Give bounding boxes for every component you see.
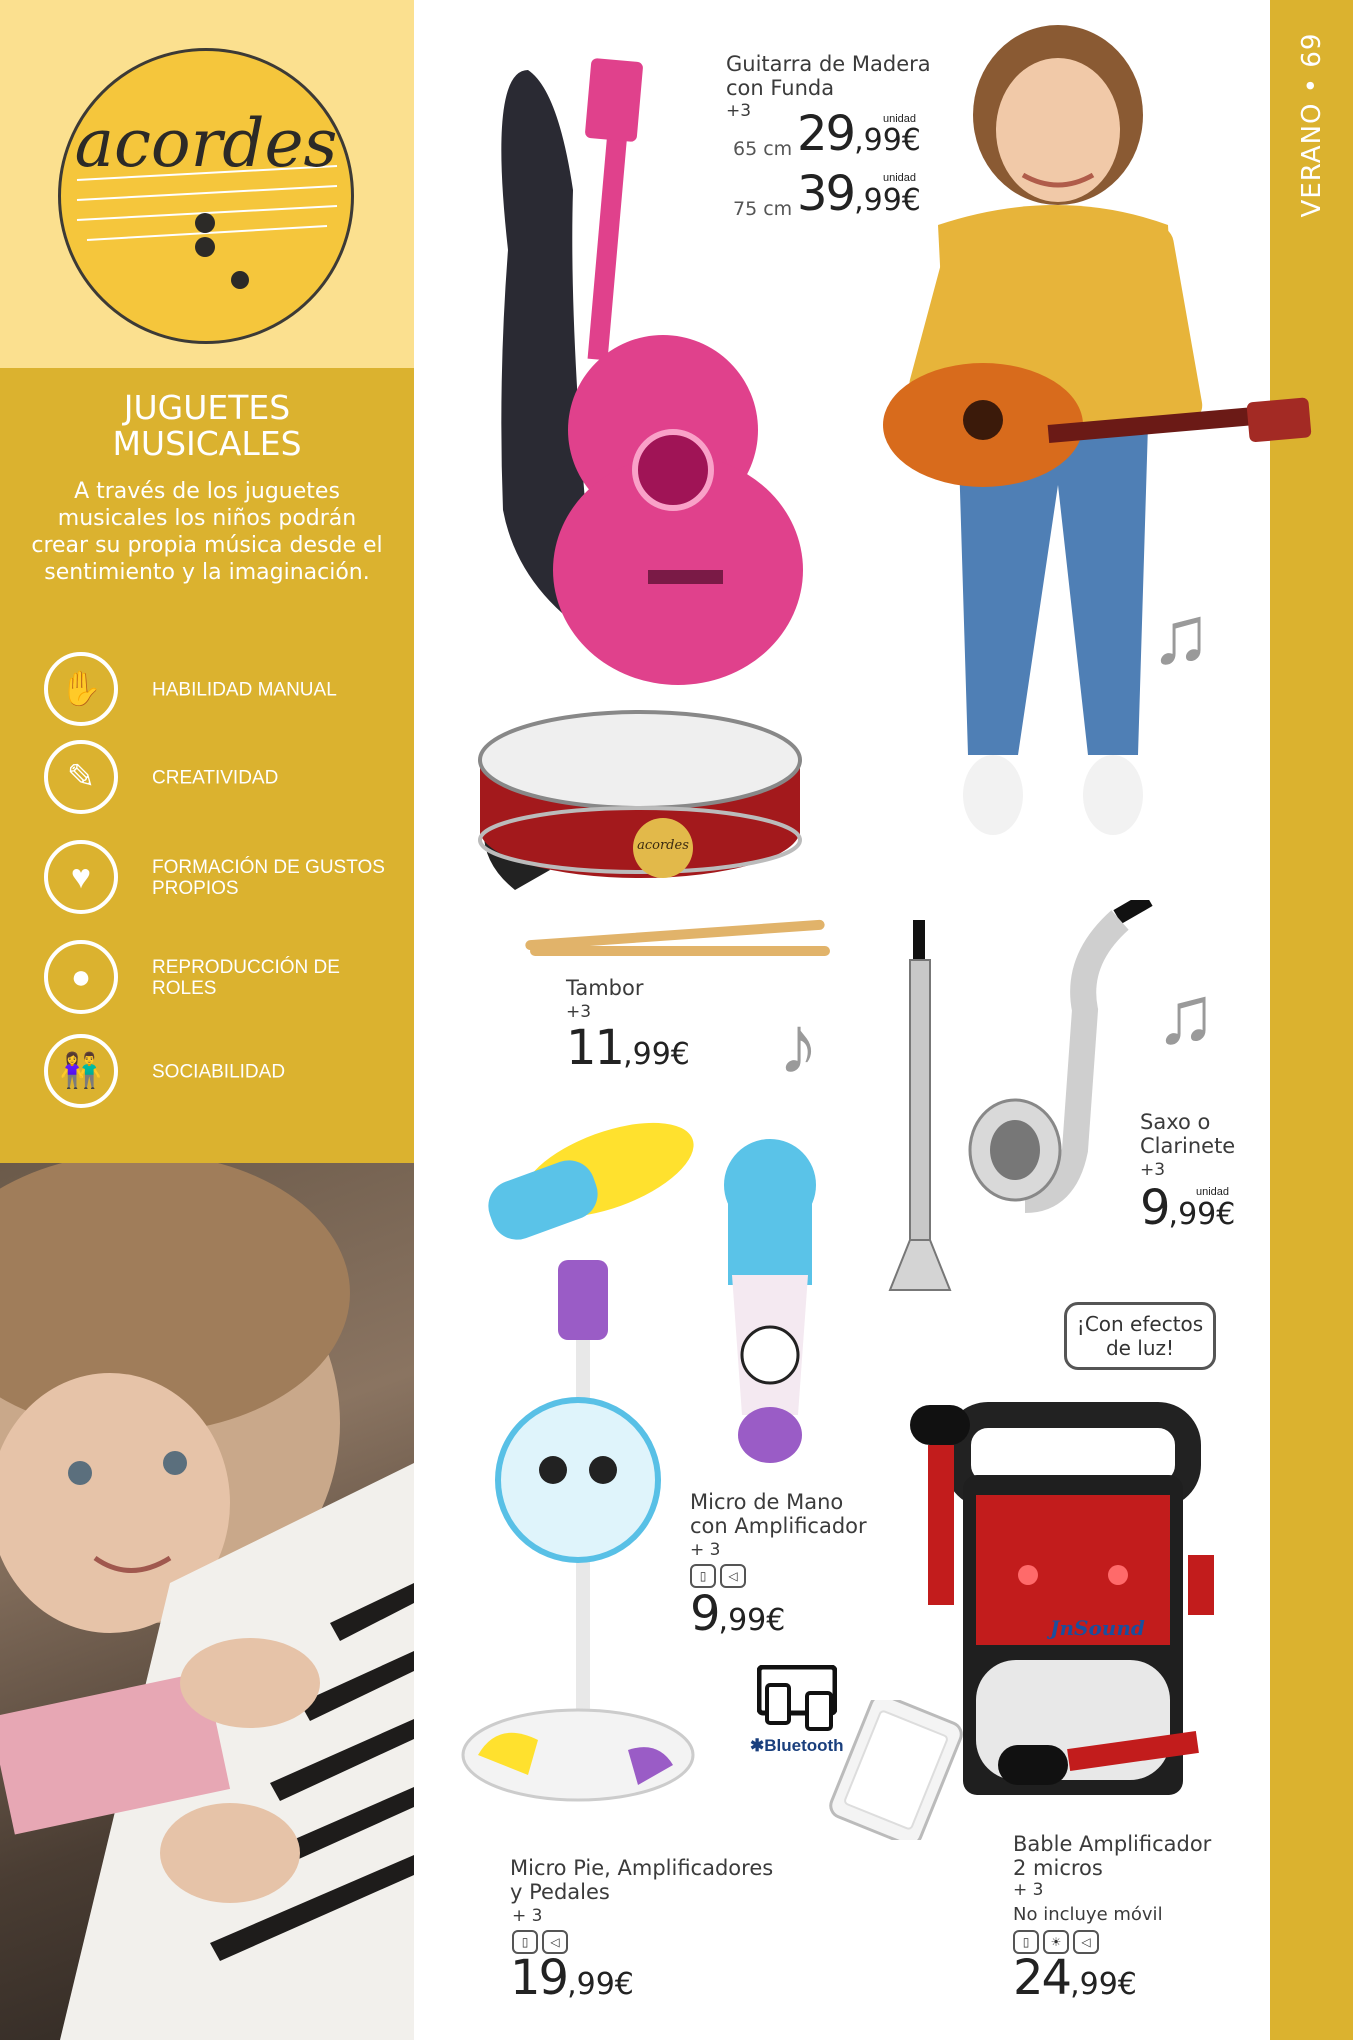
pencil-icon: ✎ <box>44 740 118 814</box>
amplifier-image <box>898 1395 1258 1825</box>
category-description: A través de los juguetes musicales los niños podrán crear su propia música desde el sentimiento y la imaginación. <box>31 479 383 585</box>
girl-with-guitar-photo <box>848 25 1318 865</box>
stand-mic-age: + 3 <box>512 1906 543 1926</box>
page-tag: VERANO • 69 <box>1296 32 1327 218</box>
amplifier-name: Bable Amplificador 2 micros <box>1013 1832 1212 1880</box>
amplifier-price: 24,99€ <box>1013 1950 1137 2006</box>
drum-logo: acordes <box>637 838 689 853</box>
music-note-icon: ♪ <box>778 1000 819 1091</box>
light-icon: ☀ <box>1043 1930 1069 1954</box>
amplifier-brand-label: JnSound <box>1050 1616 1145 1640</box>
logo-wordmark: acordes <box>74 105 338 182</box>
sax-price: 9,99€ <box>1140 1180 1236 1236</box>
speaker-icon: ◁ <box>542 1930 568 1954</box>
sax-unit: unidad <box>1196 1186 1230 1198</box>
hand-microphone-image <box>718 1135 823 1465</box>
sax-age: +3 <box>1140 1160 1166 1180</box>
benefit-sociability: 👫 SOCIABILIDAD <box>44 1034 404 1110</box>
guitar-price-75: 39,99€ <box>797 166 921 222</box>
benefit-role-play: ● REPRODUCCIÓN DE ROLES <box>44 940 404 1016</box>
benefit-own-tastes: ♥ FORMACIÓN DE GUSTOS PROPIOS <box>44 840 404 916</box>
guitar-unit-75: unidad <box>883 172 917 184</box>
speaker-icon-2: ◁ <box>720 1564 746 1588</box>
guitar-size-65: 65 cm <box>733 138 793 160</box>
guitar-unit-65: unidad <box>883 113 917 125</box>
drum-image <box>455 700 845 970</box>
stand-mic-name: Micro Pie, Amplificadores y Pedales <box>510 1856 774 1904</box>
stand-microphone-image <box>458 1110 698 1810</box>
speaker-icon-3: ◁ <box>1073 1930 1099 1954</box>
piano-keys <box>0 1163 414 2040</box>
amplifier-note: No incluye móvil <box>1013 1904 1163 1925</box>
light-effects-callout: ¡Con efectos de luz! <box>1064 1302 1216 1370</box>
battery-icon: ▯ <box>512 1930 538 1954</box>
guitar-price-65: 29,99€ <box>797 106 921 162</box>
guitar-age: +3 <box>726 101 752 121</box>
drum-price: 11,99€ <box>566 1020 690 1076</box>
child-piano-photo <box>0 1163 414 2040</box>
sax-name: Saxo o Clarinete <box>1140 1110 1236 1158</box>
people-icon: 👫 <box>44 1034 118 1108</box>
category-title: JUGUETES MUSICALES <box>112 388 302 463</box>
battery-icon-3: ▯ <box>1013 1930 1039 1954</box>
benefit-manual-skill: ✋ HABILIDAD MANUAL <box>44 652 404 728</box>
bubbles-icon: ● <box>44 940 118 1014</box>
drum-name: Tambor <box>566 976 644 1000</box>
hand-mic-name: Micro de Mano con Amplificador <box>690 1490 867 1538</box>
drum-age: +3 <box>566 1002 592 1022</box>
hand-icon: ✋ <box>44 652 118 726</box>
hand-mic-features <box>690 1564 746 1588</box>
hand-mic-price: 9,99€ <box>690 1586 786 1642</box>
guitar-name: Guitarra de Madera con Funda <box>726 52 931 100</box>
clarinet-image <box>880 920 960 1300</box>
music-notes-icon-2: ♫ <box>1155 970 1217 1061</box>
benefit-creativity: ✎ CREATIVIDAD <box>44 740 404 816</box>
guitar-size-75: 75 cm <box>733 198 793 220</box>
hearts-icon: ♥ <box>44 840 118 914</box>
stand-mic-price: 19,99€ <box>510 1950 634 2006</box>
bluetooth-label: ✱Bluetooth <box>750 1736 844 1755</box>
music-notes-icon: ♫ <box>1150 590 1212 681</box>
amplifier-age: + 3 <box>1013 1880 1044 1900</box>
battery-icon-2: ▯ <box>690 1564 716 1588</box>
hand-mic-age: + 3 <box>690 1540 721 1560</box>
